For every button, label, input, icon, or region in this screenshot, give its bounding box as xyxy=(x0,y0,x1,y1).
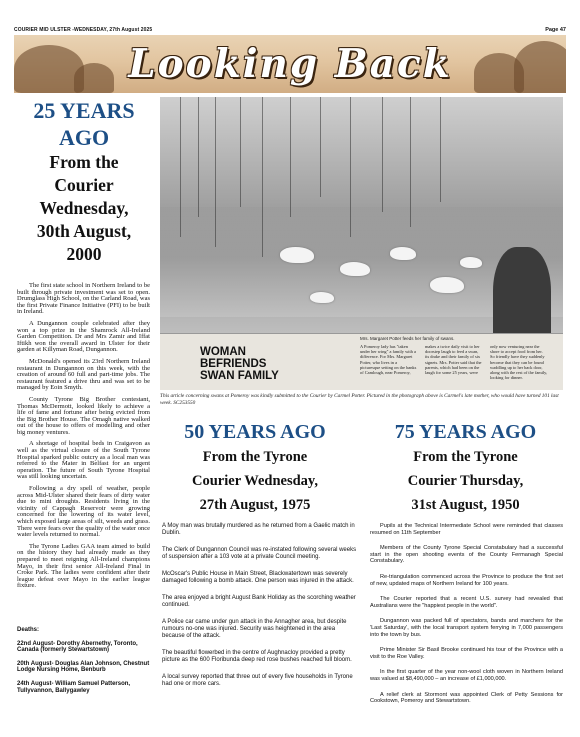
article-paragraph: A Dungannon couple celebrated after they won a top prize in the Shamrock All-Ireland Garden Competition. Dr and Mrs Zamir and Iffat Iftikh won the overall award in Ulster for their garden at Killyman Road, Dungannon. xyxy=(17,319,150,354)
article-paragraph: A local survey reported that three out of every five households in Tyrone had one or more cars. xyxy=(162,674,353,687)
article-paragraph: Dungannon was packed full of spectators, bands and marchers for the 'Last Saturday', with the local transport system ferrying in 7,000 passengers into the town by bus. xyxy=(370,618,563,638)
heading-50-years-ago: 50 YEARS AGO xyxy=(184,421,326,443)
article-paragraph: A shortage of hospital beds in Craigavon as well as the virtual closure of the South Tyrone Hospital sparked public outcry as a local man was referred to the Mater in Belfast for an urgent operation. The future of South Tyrone Hospital was still looking uncertain. xyxy=(17,440,150,481)
swans-photograph xyxy=(160,97,563,390)
article-paragraph: The first state school in Northern Ireland to be built through private investment was set to open. Drumglass High School, on the Carland Road, was the first Private Finance Initiative (PFI) to be built in Ireland. xyxy=(17,282,150,316)
article-paragraph: Prime Minister Sir Basil Brooke continued his tour of the Province with a visit to the Roe Valley. xyxy=(370,647,563,660)
photo-caption: This article concerning swans at Pomeroy was kindly submitted to the Courier by Carmel Potter. Pictured in the photograph above is Carmel's late mother, who would have turned 101 last week. SC253550 xyxy=(160,393,559,406)
section-25-articles xyxy=(17,283,150,595)
newspaper-clipping xyxy=(160,333,563,390)
clipping-column: makes a twice daily visit to her doorstep laugh to feed a swan, its drake and their family of six signets. Mrs. Potter said that the parents, which had been on the laugh for some 25 years, were xyxy=(425,344,482,376)
sub-from-the: From the xyxy=(49,152,119,172)
article-paragraph: A Police car came under gun attack in the Annagher area, but despite rumours no-one was injured. Security was heightened in the area because of the attack. xyxy=(162,619,347,639)
article-paragraph: A relief clerk at Stormont was appointed Clerk of Petty Sessions for Cookstown, Pomeroy and Stewartstown. xyxy=(370,691,563,705)
section-75-articles xyxy=(370,523,563,714)
clipping-column: only now venturing near the shore to accept food from her. So friendly have they suddenly become that they can be found waddling up to her back door, along with the rest of the family, looking for dinner. xyxy=(490,344,548,381)
section-75-years-heading xyxy=(368,420,563,517)
death-notice: 24th August- William Samuel Patterson, Tullyvannon, Ballygawley xyxy=(17,680,131,694)
article-paragraph: McOscar's Public House in Main Street, Blackwatertown was severely damaged following a bomb attack. One person was injured in the attack. xyxy=(162,571,354,584)
article-paragraph: The area enjoyed a bright August Bank Holiday as the scorching weather continued. xyxy=(162,595,356,608)
sub-weekday: Courier Wednesday, xyxy=(192,473,318,489)
article-paragraph: The Clerk of Dungannon Council was re-instated following several weeks of suspension after a 103 vote at a private Council meeting. xyxy=(162,547,357,560)
article-paragraph: McDonald's opened its 23rd Northern Ireland restaurant in Dungannon on this week, with the creation of around 60 full and part-time jobs. The restaurant featured a drive thru and was set to be managed by Eoin Smyth. xyxy=(17,357,150,392)
section-50-articles xyxy=(162,523,357,698)
heading-75-years-ago: 75 YEARS AGO xyxy=(394,421,537,443)
sub-source: From the Tyrone xyxy=(413,449,518,465)
section-50-years-heading xyxy=(160,420,350,517)
article-paragraph: Members of the County Tyrone Special Constabulary had a successful start in the open shooting events of the County Fermanagh Special Constabulary. xyxy=(370,545,563,565)
sub-weekday: Wednesday, xyxy=(39,198,129,218)
article-paragraph: County Tyrone Big Brother contestant, Thomas McDermott, looked likely to achieve a life of fame and fortune after being evicted from the Big Brother House. The Omagh native walked out of the house to offers of modelling and other big money ventures. xyxy=(17,395,150,436)
article-paragraph: The Tyrone Ladies GAA team aimed to build on the history they had already made as they prepared to meet reigning All-Ireland champions Mayo, in their first senior All-Ireland Final in Croke Park. The ladies were confident after their league defeat over Mayo in the earlier league fixture. xyxy=(17,542,150,590)
clipping-caption: Mrs. Margaret Potter feeds her family of swans. xyxy=(360,336,455,341)
sub-weekday: Courier Thursday, xyxy=(407,473,524,489)
looking-back-banner xyxy=(14,35,566,93)
sub-date: 30th August, xyxy=(36,221,132,241)
clipping-column: A Pomeroy lady has "taken under her wing" a family with a difference. For Mrs. Margaret Potter, who lives in a picturesque setting on the banks of Camlough, near Pomeroy, xyxy=(360,344,417,376)
heading-25-years-ago: 25 YEARS AGO xyxy=(33,98,135,150)
article-paragraph: In the first quarter of the year non-wool cloth woven in Northern Ireland was valued at $8,490,000 – an increase of £1,000,000. xyxy=(370,669,563,682)
death-notice: 22nd August- Dorothy Abernethy, Toronto, Canada (formerly Stewartstown) xyxy=(17,640,138,654)
page-number: Page 47 xyxy=(545,27,566,33)
article-paragraph: Pupils at the Technical Intermediate School were reminded that classes resumed on 11th September xyxy=(370,523,563,536)
article-paragraph: A Moy man was brutally murdered as he returned from a Gaelic match in Dublin. xyxy=(162,523,355,536)
deaths-title: Deaths: xyxy=(17,627,40,633)
publication-line: COURIER MID ULSTER -WEDNESDAY, 27th August 2025 xyxy=(14,27,153,33)
sub-courier: Courier xyxy=(54,175,114,195)
article-paragraph: Following a dry spell of weather, people across Mid-Ulster shared their fears of dirty water due to mini droughts. Residents living in the vicinity of Cappagh Reservoir were growing concerned for the lowering of its water level, which exposed large areas of silt, weeds and grass. There were fears over the quality of the water once water levels returned to normal. xyxy=(17,485,150,539)
death-notice: 20th August- Douglas Alan Johnson, Chestnut Lodge Nursing Home, Benburb xyxy=(17,660,150,674)
sub-date: 31st August, 1950 xyxy=(411,497,520,513)
article-paragraph: Re-triangulation commenced across the Province to produce the first set of new, updated maps of Northern Ireland for 100 years. xyxy=(370,573,563,587)
sub-year: 2000 xyxy=(66,244,102,264)
sub-date: 27th August, 1975 xyxy=(199,497,311,513)
sub-source: From the Tyrone xyxy=(202,449,308,465)
banner-title: Looking Back xyxy=(128,41,452,87)
clipping-headline: WOMAN BEFRIENDS SWAN FAMILY xyxy=(200,346,279,382)
deaths-notices xyxy=(17,627,150,701)
section-25-years-heading xyxy=(14,97,154,266)
article-paragraph: The beautiful flowerbed in the centre of Aughnacloy provided a pretty picture as the 600 Floribunda deep red rose bushes reached full bloom. xyxy=(162,650,352,663)
article-paragraph: The Courier reported that a recent U.S. survey had revealed that Australians were the "happiest people in the world". xyxy=(370,596,563,609)
